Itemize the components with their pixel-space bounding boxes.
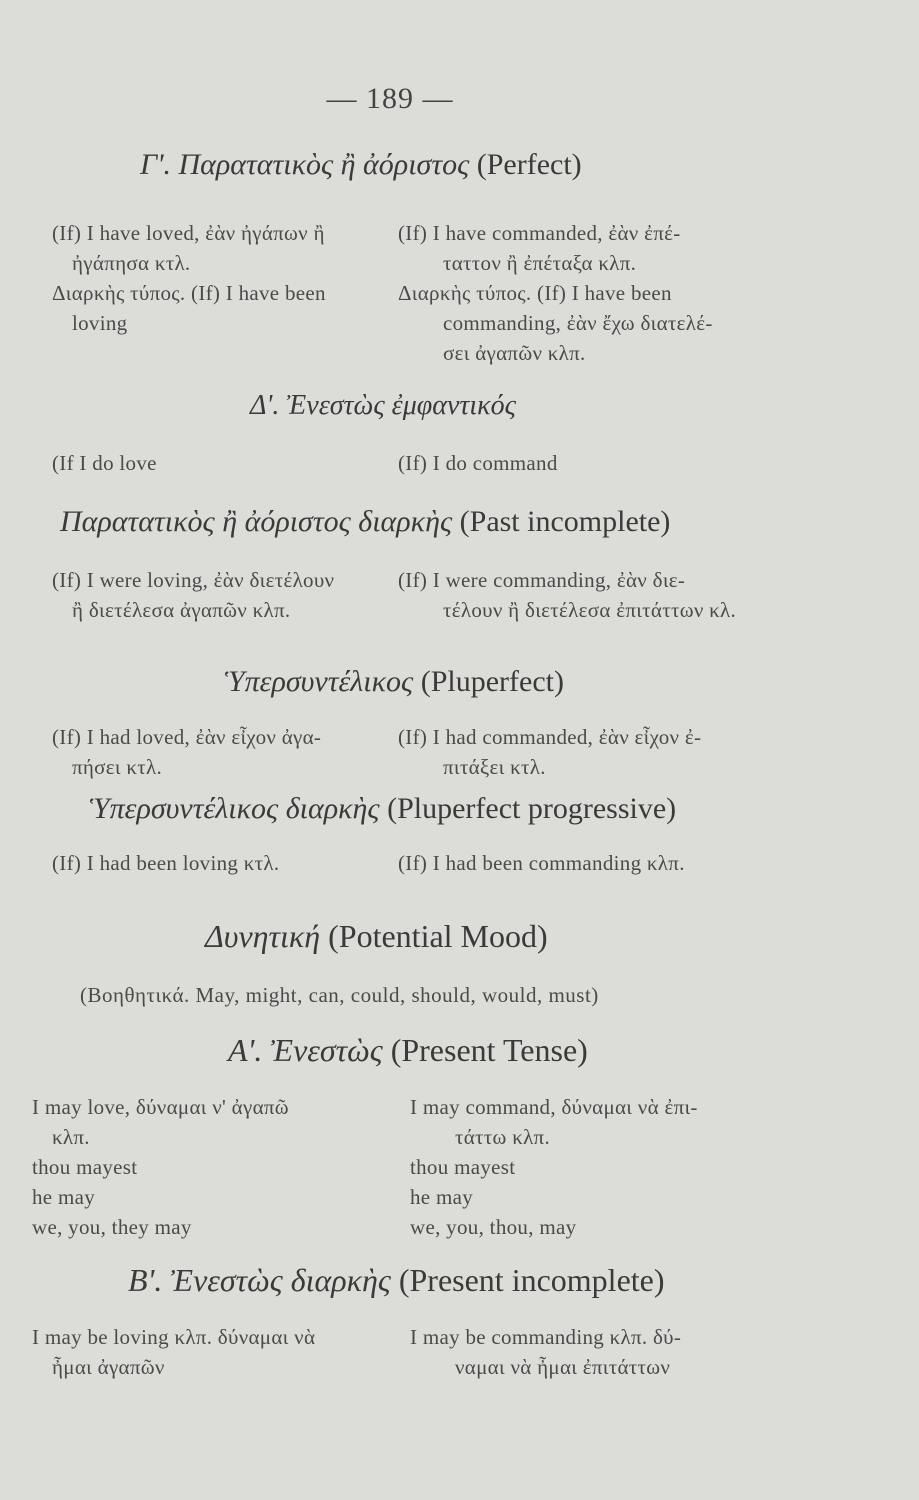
present-incomplete-left-column [32, 1322, 315, 1382]
perfect-right-column [398, 218, 713, 368]
heading-past-incomplete [60, 505, 740, 539]
pluperfect-left-column [52, 722, 321, 782]
perfect-left-line: (If) I have loved, ἐὰν ἠγάπων ἢ [52, 221, 325, 245]
heading-pluperfect-progressive-greek: Ὑπερσυντέλικος διαρκὴς [90, 792, 380, 825]
heading-potential-mood [205, 918, 548, 955]
present-left-line: we, you, they may [32, 1215, 192, 1239]
heading-perfect-english: (Perfect) [476, 148, 582, 181]
pluperfect-right-line: (If) I had commanded, ἐὰν εἶχον ἐ- [398, 725, 702, 749]
present-incomplete-right-column [410, 1322, 681, 1382]
heading-past-incomplete-english: (Past incomplete) [459, 505, 671, 538]
past-incomplete-left-column [52, 565, 334, 625]
heading-present-greek: Α'. Ἐνεστὼς [228, 1032, 383, 1068]
heading-pluperfect-progressive-english: (Pluperfect progressive) [387, 792, 677, 825]
heading-past-incomplete-greek: Παρατατικὸς ἢ ἀόριστος διαρκὴς [60, 505, 453, 538]
auxiliaries-note: (Βοηθητικά. May, might, can, could, should, would, must) [80, 983, 599, 1007]
present-incomplete-left-line: ἦμαι ἀγαπῶν [52, 1355, 165, 1379]
heading-potential-greek: Δυνητική [205, 918, 321, 954]
heading-present-incomplete [128, 1262, 665, 1299]
perfect-right-line: ταττον ἢ ἐπέταξα κλπ. [443, 251, 637, 275]
heading-pluperfect-english: (Pluperfect) [420, 665, 564, 698]
perfect-right-line: commanding, ἐὰν ἔχω διατελέ- [443, 311, 713, 335]
heading-pluperfect [225, 665, 564, 699]
present-right-line: I may command, δύναμαι νὰ ἐπι- [410, 1095, 698, 1119]
present-right-column [410, 1092, 698, 1242]
heading-present-emphatic-greek: Δ'. Ἐνεστὼς ἐμφαντικός [250, 390, 516, 421]
pluperfect-right-line: πιτάξει κτλ. [443, 755, 546, 779]
heading-present-incomplete-greek: Β'. Ἐνεστὼς διαρκὴς [128, 1262, 391, 1298]
present-left-column [32, 1092, 289, 1242]
present-right-line: he may [410, 1185, 474, 1209]
present-incomplete-left-line: I may be loving κλπ. δύναμαι νὰ [32, 1325, 316, 1349]
pluperfect-left-line: (If) I had loved, ἐὰν εἶχον ἀγα- [52, 725, 322, 749]
perfect-left-line: loving [72, 311, 128, 335]
past-incomplete-right-line: (If) I were commanding, ἐὰν διε- [398, 568, 686, 592]
present-right-line: we, you, thou, may [410, 1215, 577, 1239]
present-left-line: I may love, δύναμαι ν' ἀγαπῶ [32, 1095, 289, 1119]
pluperfect-progressive-right-column [398, 848, 685, 878]
pluperfect-progressive-right-line: (If) I had been commanding κλπ. [398, 851, 685, 875]
heading-potential-english: (Potential Mood) [328, 918, 548, 954]
heading-perfect-greek: Γ'. Παρατατικὸς ἢ ἀόριστος [140, 148, 470, 181]
present-emphatic-right-line: (If) I do command [398, 451, 558, 475]
past-incomplete-left-line: ἢ διετέλεσα ἀγαπῶν κλπ. [72, 598, 291, 622]
perfect-right-line: Διαρκὴς τύπος. (If) I have been [398, 281, 672, 305]
perfect-left-line: ἠγάπησα κτλ. [72, 251, 191, 275]
heading-present-incomplete-english: (Present incomplete) [398, 1262, 665, 1298]
heading-present-emphatic [250, 390, 516, 422]
present-incomplete-right-line: ναμαι νὰ ἦμαι ἐπιτάττων [455, 1355, 671, 1379]
pluperfect-left-line: πήσει κτλ. [72, 755, 163, 779]
present-emphatic-left-line: (If I do love [52, 451, 157, 475]
present-emphatic-left-column [52, 448, 157, 478]
present-right-line: thou mayest [410, 1155, 516, 1179]
heading-pluperfect-progressive [90, 792, 676, 826]
perfect-right-line: σει ἀγαπῶν κλπ. [443, 341, 586, 365]
perfect-left-line: Διαρκὴς τύπος. (If) I have been [52, 281, 326, 305]
pluperfect-right-column [398, 722, 701, 782]
heading-pluperfect-greek: Ὑπερσυντέλικος [225, 665, 414, 698]
perfect-right-line: (If) I have commanded, ἐὰν ἐπέ- [398, 221, 681, 245]
heading-perfect [140, 148, 740, 182]
past-incomplete-right-column [398, 565, 736, 625]
past-incomplete-left-line: (If) I were loving, ἐὰν διετέλουν [52, 568, 335, 592]
pluperfect-progressive-left-line: (If) I had been loving κτλ. [52, 851, 280, 875]
pluperfect-progressive-left-column [52, 848, 279, 878]
present-emphatic-right-column [398, 448, 558, 478]
heading-present-tense [228, 1032, 588, 1069]
present-incomplete-right-line: I may be commanding κλπ. δύ- [410, 1325, 682, 1349]
past-incomplete-right-line: τέλουν ἢ διετέλεσα ἐπιτάττων κλ. [443, 598, 737, 622]
present-left-line: κλπ. [52, 1125, 90, 1149]
heading-present-english: (Present Tense) [390, 1032, 588, 1068]
present-right-line: τάττω κλπ. [455, 1125, 551, 1149]
page-number: — 189 — [326, 82, 454, 115]
present-left-line: thou mayest [32, 1155, 138, 1179]
perfect-left-column [52, 218, 326, 338]
present-left-line: he may [32, 1185, 96, 1209]
